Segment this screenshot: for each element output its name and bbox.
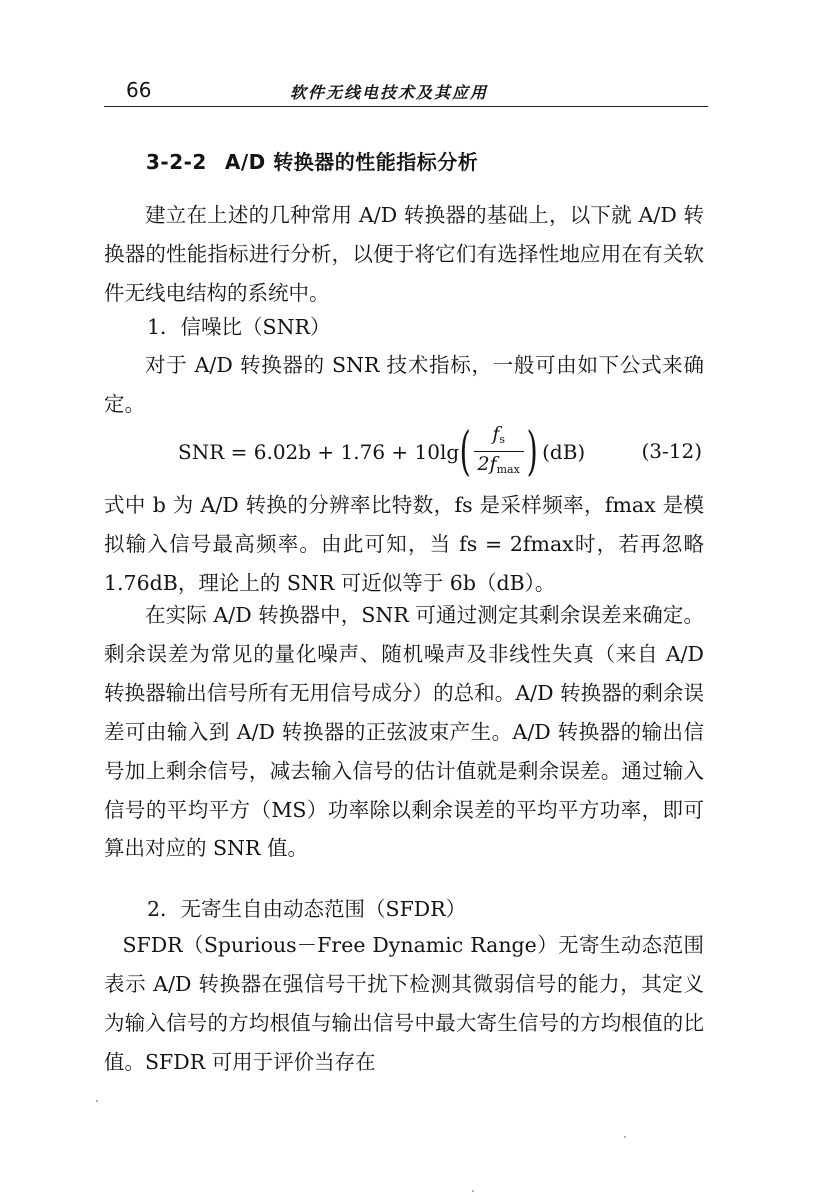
section-heading (146, 146, 478, 175)
paragraph-snr-formula-intro: 对于 A/D 转换器的 SNR 技术指标，一般可由如下公式来确定。 (104, 353, 704, 416)
fraction-numerator: $f_s$ (492, 422, 506, 446)
page-number: 66 (126, 78, 152, 102)
scan-speck (472, 1190, 474, 1192)
scan-speck (96, 1100, 98, 1102)
equation-3-12 (178, 423, 702, 481)
equation-unit: (dB) (542, 440, 586, 464)
equation-lhs: SNR = 6.02b + 1.76 + 10lg (178, 440, 460, 464)
heading-sfdr: 2．无寄生自由动态范围（SFDR） (147, 897, 467, 921)
right-paren: ) (526, 422, 538, 482)
paragraph-snr-explain: 式中 b 为 A/D 转换的分辨率比特数，fs 是采样频率，fmax 是模拟输入信号最高频率。由此可知，当 fs = 2fmax时，若再忽略 1.76dB，理论上的 SNR 可近似等于 6b（dB）。 (104, 493, 704, 595)
running-title: 软件无线电技术及其应用 (290, 83, 489, 102)
left-paren: ( (459, 422, 471, 482)
fraction-denominator: $2f_{max}$ (474, 451, 524, 482)
paragraph-sfdr-def: SFDR（Spurious－Free Dynamic Range）无寄生动态范围表示 A/D 转换器在强信号干扰下检测其微弱信号的能力，其定义为输入信号的方均根值与输出信号中最大寄生信号的方均根值的比值。SFDR 可用于评价当存在 (104, 933, 704, 1074)
paragraph-snr-measure: 在实际 A/D 转换器中，SNR 可通过测定其剩余误差来确定。剩余误差为常见的量化噪声、随机噪声及非线性失真（来自 A/D 转换器输出信号所有无用信号成分）的总和。A/D 转换器的剩余误差可由输入到 A/D 转换器的正弦波束产生。A/D 转换器的输出信号加上剩余信号，减去输入信号的估计值就是剩余误差。通过输入信号的平均平方（MS）功率除以剩余误差的平均平方功率，即可算出对应的 SNR 值。 (104, 603, 704, 861)
page-header (104, 74, 708, 108)
equation-number: (3-12) (641, 439, 702, 463)
scan-speck (624, 1136, 626, 1138)
heading-snr: 1．信噪比（SNR） (147, 315, 331, 339)
header-rule (104, 106, 708, 107)
equation-body (178, 423, 585, 481)
paragraph-intro: 建立在上述的几种常用 A/D 转换器的基础上，以下就 A/D 转换器的性能指标进行分析，以便于将它们有选择性地应用在有关软件无线电结构的系统中。 (104, 203, 704, 305)
section-number: 3-2-2 (146, 150, 207, 174)
section-title: A/D 转换器的性能指标分析 (224, 150, 479, 174)
equation-fraction (474, 423, 524, 482)
